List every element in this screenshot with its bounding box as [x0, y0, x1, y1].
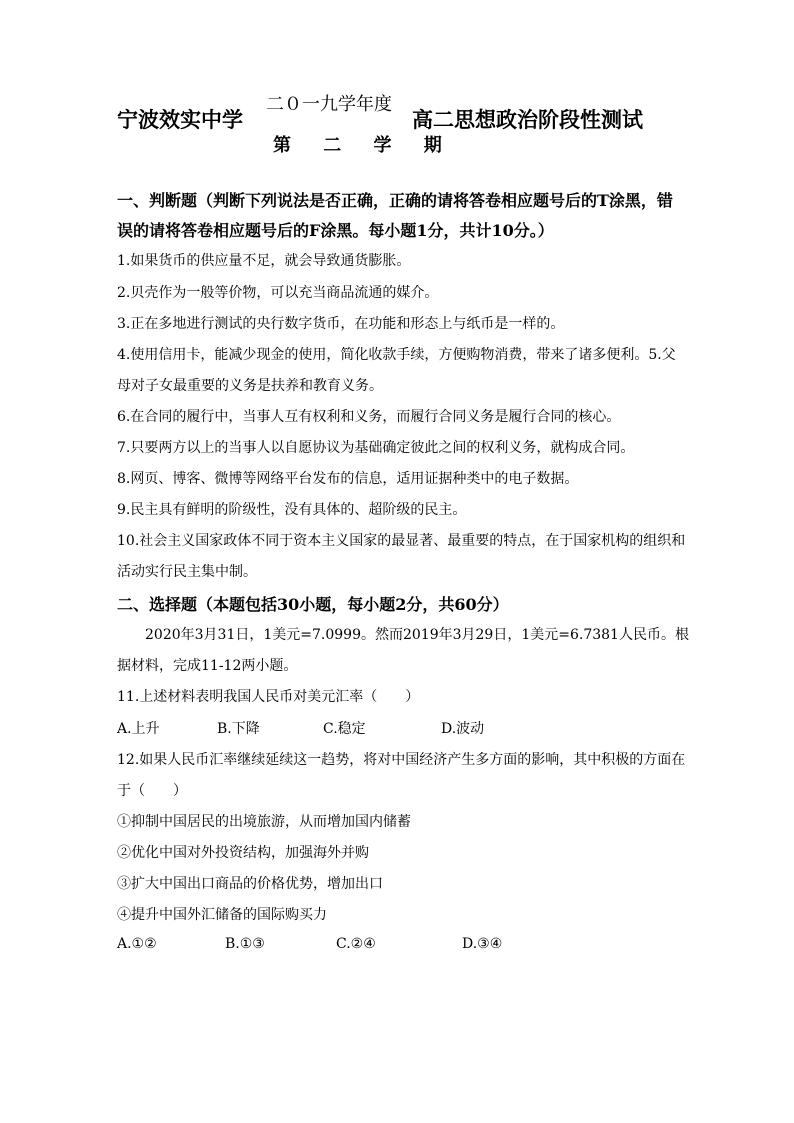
school-name: 宁波效实中学 [117, 107, 243, 132]
q12-option-a: A.①② [117, 936, 157, 952]
question-3: 3.正在多地进行测试的央行数字货币，在功能和形态上与纸币是一样的。 [117, 316, 565, 332]
q11-option-c: C.稳定 [323, 721, 366, 737]
q12-statement-3: ③扩大中国出口商品的价格优势，增加出口 [117, 876, 383, 892]
q12-statement-2: ②优化中国对外投资结构，加强海外并购 [117, 845, 369, 861]
q12-statement-4: ④提升中国外汇储备的国际购买力 [117, 907, 327, 923]
question-11-stem: 11.上述材料表明我国人民币对美元汇率（ ） [117, 689, 420, 705]
exam-title: 高二思想政治阶段性测试 [412, 107, 643, 132]
question-8: 8.网页、博客、微博等网络平台发布的信息，适用证据种类中的电子数据。 [117, 471, 579, 487]
q12-statement-1: ①抑制中国居民的出境旅游，从而增加国内储蓄 [117, 814, 411, 830]
question-9: 9.民主具有鲜明的阶级性，没有具体的、超阶级的民主。 [117, 502, 467, 518]
q12-option-c: C.②④ [336, 936, 376, 952]
question-7: 7.只要两方以上的当事人以自愿协议为基础确定彼此之间的权利义务，就构成合同。 [117, 440, 635, 456]
academic-year: 二０一九学年度 [266, 94, 392, 115]
question-4-5: 4.使用信用卡，能减少现金的使用，简化收款手续，方便购物消费，带来了诸多便利。5.父 [117, 347, 676, 363]
material-line2: 据材料，完成11-12两小题。 [117, 658, 298, 674]
question-12-stem-line2: 于（ ） [117, 783, 187, 799]
question-5-cont: 母对子女最重要的义务是扶养和教育义务。 [117, 378, 383, 394]
question-10-cont: 活动实行民主集中制。 [117, 564, 257, 580]
question-12-stem-line1: 12.如果人民币汇率继续延续这一趋势，将对中国经济产生多方面的影响，其中积极的方面在 [117, 752, 686, 768]
question-1: 1.如果货币的供应量不足，就会导致通货膨胀。 [117, 253, 411, 269]
question-2: 2.贝壳作为一般等价物，可以充当商品流通的媒介。 [117, 285, 439, 301]
section2-title: 二、选择题（本题包括30小题，每小题2分，共60分） [117, 595, 509, 614]
q11-option-a: A.上升 [117, 721, 160, 737]
section1-title-line1: 一、判断题（判断下列说法是否正确，正确的请将答卷相应题号后的T涂黑，错 [117, 191, 673, 210]
material-line1: 2020年3月31日，1美元=7.0999。然而2019年3月29日，1美元=6.7381人民币。根 [145, 627, 689, 643]
section1-title-line2: 误的请将答卷相应题号后的F涂黑。每小题1分，共计10分。） [117, 221, 554, 240]
q11-option-d: D.波动 [441, 721, 485, 737]
semester: 第 二 学 期 [273, 135, 455, 156]
question-10: 10.社会主义国家政体不同于资本主义国家的最显著、最重要的特点，在于国家机构的组织和 [117, 533, 686, 549]
q12-option-d: D.③④ [462, 936, 503, 952]
q11-option-b: B.下降 [217, 721, 260, 737]
question-6: 6.在合同的履行中，当事人互有权利和义务，而履行合同义务是履行合同的核心。 [117, 409, 621, 425]
q12-option-b: B.①③ [225, 936, 265, 952]
